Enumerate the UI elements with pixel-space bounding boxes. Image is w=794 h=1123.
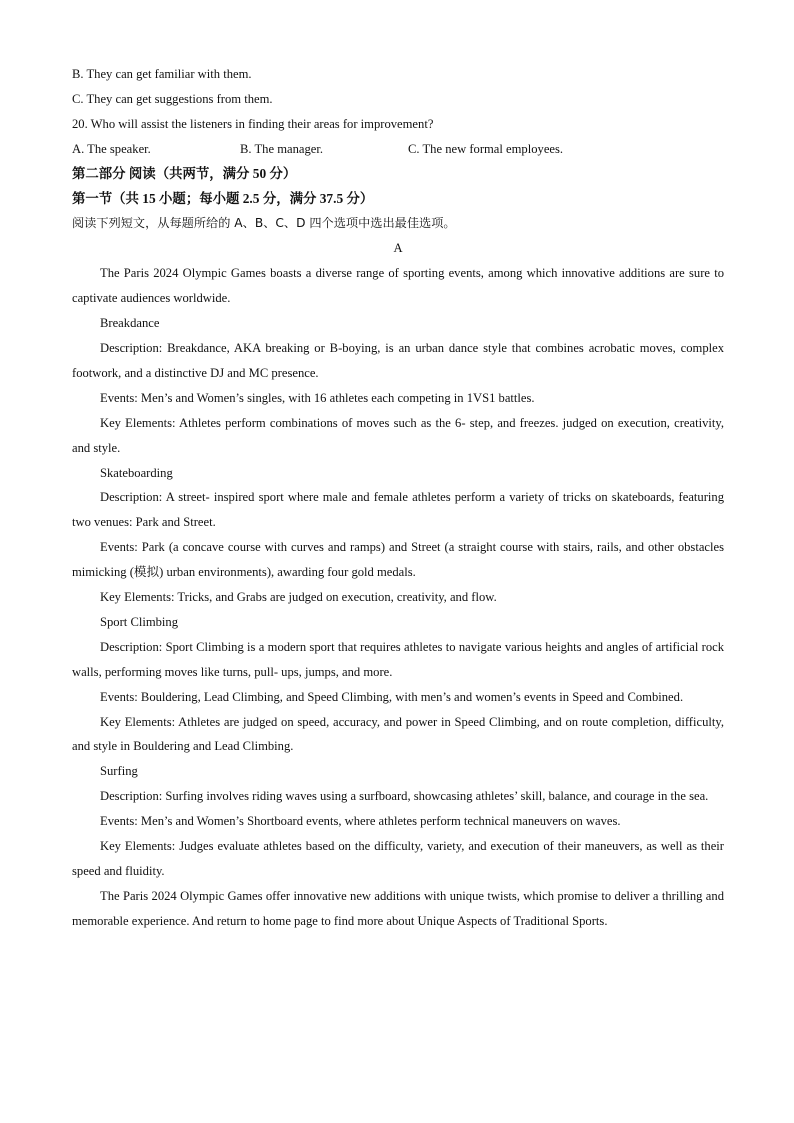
option-20-a: A. The speaker. xyxy=(72,141,151,156)
surfing-description: Description: Surfing involves riding waves using a surfboard, showcasing athletes’ skill, balance, and courage in the sea. xyxy=(100,789,709,804)
sub-heading: 第一节（共 15 小题；每小题 2.5 分，满分 37.5 分） xyxy=(72,190,374,206)
climbing-events: Events: Bouldering, Lead Climbing, and Speed Climbing, with men’s and women’s events in Speed and Combined. xyxy=(100,689,684,704)
question-20-options xyxy=(72,137,724,162)
skateboarding-key-elements: Key Elements: Tricks, and Grabs are judged on execution, creativity, and flow. xyxy=(100,590,497,605)
section-title-breakdance: Breakdance xyxy=(100,316,160,331)
instruction: 阅读下列短文，从每题所给的 A、B、C、D 四个选项中选出最佳选项。 xyxy=(72,216,456,231)
breakdance-key-elements: Key Elements: Athletes perform combinations of moves such as the 6- step, and freezes. judged on execution, creativity, and style. xyxy=(72,415,724,455)
skateboarding-events: Events: Park (a concave course with curves and ramps) and Street (a straight course with stairs, rails, and other obstacles mimicking (模拟) urban environments), awarding four gold medals. xyxy=(72,540,724,580)
option-20-b: B. The manager. xyxy=(240,141,324,156)
surfing-events: Events: Men’s and Women’s Shortboard events, where athletes perform technical maneuvers on waves. xyxy=(100,814,621,829)
section-title-skateboarding: Skateboarding xyxy=(100,465,173,480)
option-20-c: C. The new formal employees. xyxy=(408,141,564,156)
passage-intro: The Paris 2024 Olympic Games boasts a diverse range of sporting events, among which innovative additions are sure to captivate audiences worldwide. xyxy=(72,266,724,306)
breakdance-description: Description: Breakdance, AKA breaking or B-boying, is an urban dance style that combines acrobatic moves, complex footwork, and a distinctive DJ and MC presence. xyxy=(72,340,724,380)
option-19-b: B. They can get familiar with them. xyxy=(72,67,252,81)
breakdance-events: Events: Men’s and Women’s singles, with 16 athletes each competing in 1VS1 battles. xyxy=(100,390,535,405)
part-heading: 第二部分 阅读（共两节，满分 50 分） xyxy=(72,165,297,181)
section-title-surfing: Surfing xyxy=(100,764,138,779)
climbing-key-elements: Key Elements: Athletes are judged on speed, accuracy, and power in Speed Climbing, and on route completion, difficulty, and style in Bouldering and Lead Climbing. xyxy=(72,714,724,754)
question-20: 20. Who will assist the listeners in finding their areas for improvement? xyxy=(72,116,434,131)
surfing-key-elements: Key Elements: Judges evaluate athletes based on the difficulty, variety, and execution of their maneuvers, as well as their speed and fluidity. xyxy=(72,839,724,878)
passage-closing: The Paris 2024 Olympic Games offer innovative new additions with unique twists, which promise to deliver a thrilling and memorable experience. And return to home page to find more about Unique Aspects of Traditional Sports. xyxy=(72,888,724,928)
option-19-c: C. They can get suggestions from them. xyxy=(72,91,273,106)
skateboarding-description: Description: A street- inspired sport where male and female athletes perform a variety of tricks on skateboards, featuring two venues: Park and Street. xyxy=(72,490,724,530)
climbing-description: Description: Sport Climbing is a modern sport that requires athletes to navigate various heights and angles of artificial rock walls, performing moves like turns, pull- ups, jumps, and more. xyxy=(72,639,724,679)
passage-label: A xyxy=(393,241,403,256)
exam-page xyxy=(72,62,724,934)
section-title-climbing: Sport Climbing xyxy=(100,614,179,629)
